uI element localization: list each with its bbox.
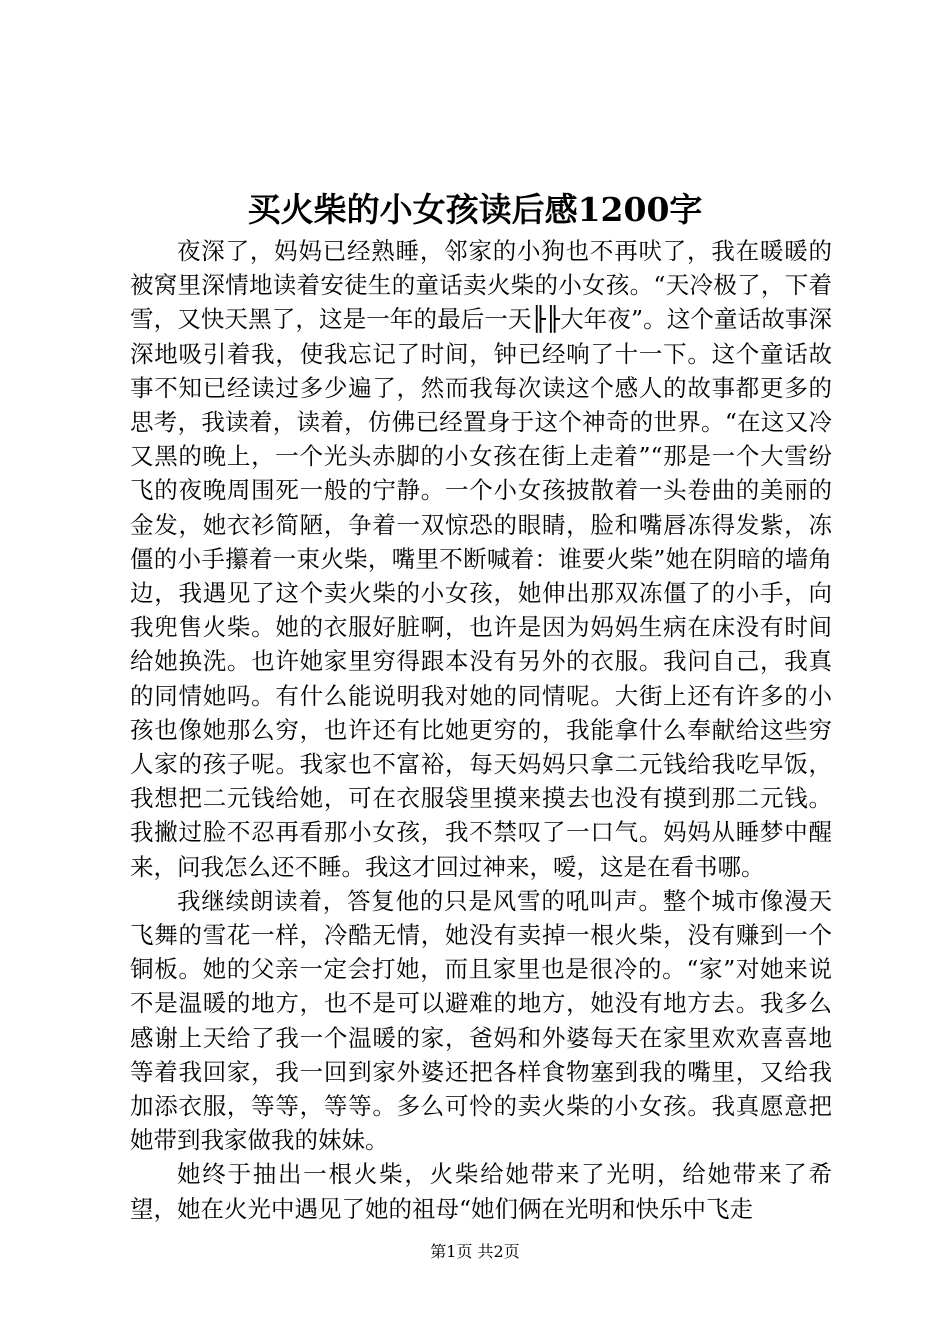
paragraph-3: 她终于抽出一根火柴，火柴给她带来了光明，给她带来了希望，她在火光中遇见了她的祖母“她们俩在光明和快乐中飞走	[130, 1160, 832, 1223]
document-body	[130, 234, 832, 1226]
page-number-footer: 第1页 共2页	[430, 1242, 520, 1261]
paragraph-1: 夜深了，妈妈已经熟睡，邻家的小狗也不再吠了，我在暖暖的被窝里深情地读着安徒生的童话卖火柴的小女孩。“天冷极了，下着雪，又快天黑了，这是一年的最后一天╟╟大年夜”。这个童话故事深深地吸引着我，使我忘记了时间，钟已经响了十一下。这个童话故事不知已经读过多少遍了，然而我每次读这个感人的故事都更多的思考，我读着，读着，仿佛已经置身于这个神奇的世界。“在这又冷又黑的晚上，一个光头赤脚的小女孩在街上走着”“那是一个大雪纷飞的夜晚周围死一般的宁静。一个小女孩披散着一头卷曲的美丽的金发，她衣衫简陋，争着一双惊恐的眼睛，脸和嘴唇冻得发紫，冻僵的小手攥着一束火柴，嘴里不断喊着：谁要火柴”她在阴暗的墙角边，我遇见了这个卖火柴的小女孩，她伸出那双冻僵了的小手，向我兜售火柴。她的衣服好脏啊，也许是因为妈妈生病在床没有时间给她换洗。也许她家里穷得跟本没有另外的衣服。我问自己，我真的同情她吗。有什么能说明我对她的同情呢。大街上还有许多的小孩也像她那么穷，也许还有比她更穷的，我能拿什么奉献给这些穷人家的孩子呢。我家也不富裕，每天妈妈只拿二元钱给我吃早饭，我想把二元钱给她，可在衣服袋里摸来摸去也没有摸到那二元钱。我撇过脸不忍再看那小女孩，我不禁叹了一口气。妈妈从睡梦中醒来，问我怎么还不睡。我这才回过神来，嗳，这是在看书哪。	[130, 237, 832, 881]
document-title: 买火柴的小女孩读后感1200字	[247, 190, 703, 229]
paragraph-2: 我继续朗读着，答复他的只是风雪的吼叫声。整个城市像漫天飞舞的雪花一样，冷酷无情，她没有卖掉一根火柴，没有赚到一个铜板。她的父亲一定会打她，而且家里也是很冷的。“家”对她来说不是温暖的地方，也不是可以避难的地方，她没有地方去。我多么感谢上天给了我一个温暖的家，爸妈和外婆每天在家里欢欢喜喜地等着我回家，我一回到家外婆还把各样食物塞到我的嘴里，又给我加添衣服，等等，等等。多么可怜的卖火柴的小女孩。我真愿意把她带到我家做我的妹妹。	[130, 886, 832, 1155]
